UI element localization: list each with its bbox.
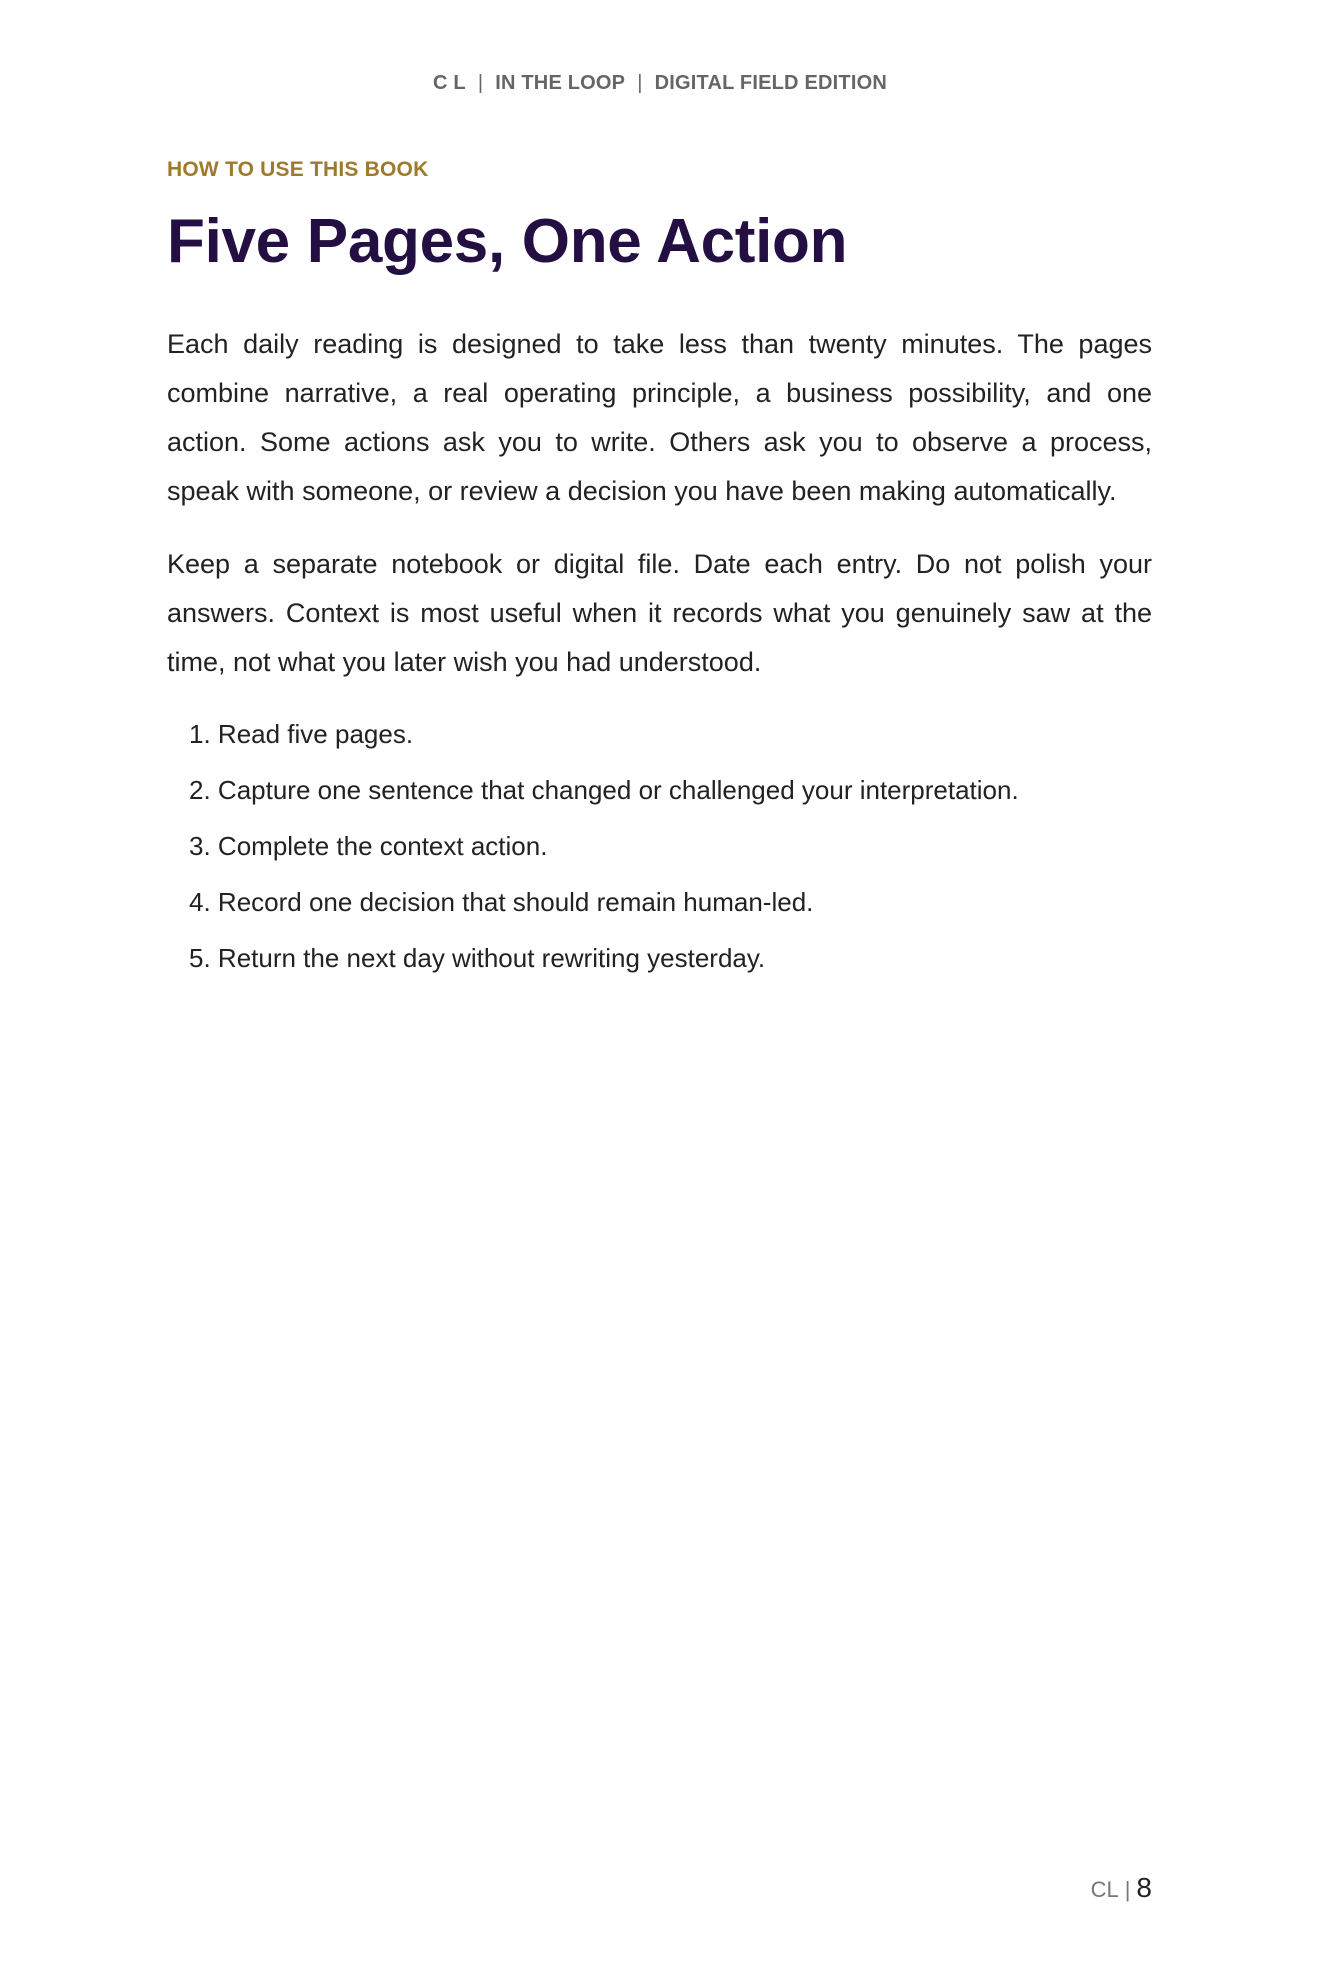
- list-item: [189, 717, 1152, 751]
- step-number: 3.: [189, 831, 211, 862]
- list-item: [189, 773, 1152, 807]
- running-header: [0, 72, 1320, 95]
- header-series: IN THE LOOP: [495, 72, 626, 94]
- body-paragraph: Each daily reading is designed to take less than twenty minutes. The pages combine narrative, a real operating principle, a business possibility, and one action. Some actions ask you to write. Others ask you to observe a process, speak with someone, or review a decision you have been making automatically.: [167, 329, 1152, 507]
- step-text: Capture one sentence that changed or challenged your interpretation.: [217, 775, 1019, 806]
- header-separator: |: [637, 72, 643, 94]
- page-footer: [1091, 1872, 1152, 1904]
- steps-list: [167, 717, 1152, 975]
- footer-separator: |: [1124, 1877, 1131, 1902]
- page-title: Five Pages, One Action: [167, 207, 848, 276]
- step-number: 4.: [189, 887, 211, 918]
- step-number: 2.: [189, 775, 211, 806]
- step-text: Return the next day without rewriting yesterday.: [217, 943, 766, 974]
- step-number: 5.: [189, 943, 211, 974]
- page-content: [167, 158, 1152, 997]
- page-number: 8: [1136, 1872, 1152, 1903]
- list-item: [189, 885, 1152, 919]
- body-paragraph: Keep a separate notebook or digital file. Date each entry. Do not polish your answers. Context is most useful when it records what you genuinely saw at the time, not what you later wish you had understood.: [167, 549, 1152, 678]
- footer-brand: CL: [1090, 1877, 1119, 1902]
- header-separator: |: [477, 72, 484, 94]
- step-text: Read five pages.: [217, 719, 414, 750]
- list-item: [189, 941, 1152, 975]
- step-number: 1.: [189, 719, 211, 750]
- step-text: Complete the context action.: [217, 831, 548, 862]
- list-item: [189, 829, 1152, 863]
- header-edition: DIGITAL FIELD EDITION: [654, 72, 887, 94]
- section-kicker: HOW TO USE THIS BOOK: [167, 158, 429, 181]
- step-text: Record one decision that should remain human-led.: [217, 887, 814, 918]
- header-brand: C L: [433, 72, 466, 94]
